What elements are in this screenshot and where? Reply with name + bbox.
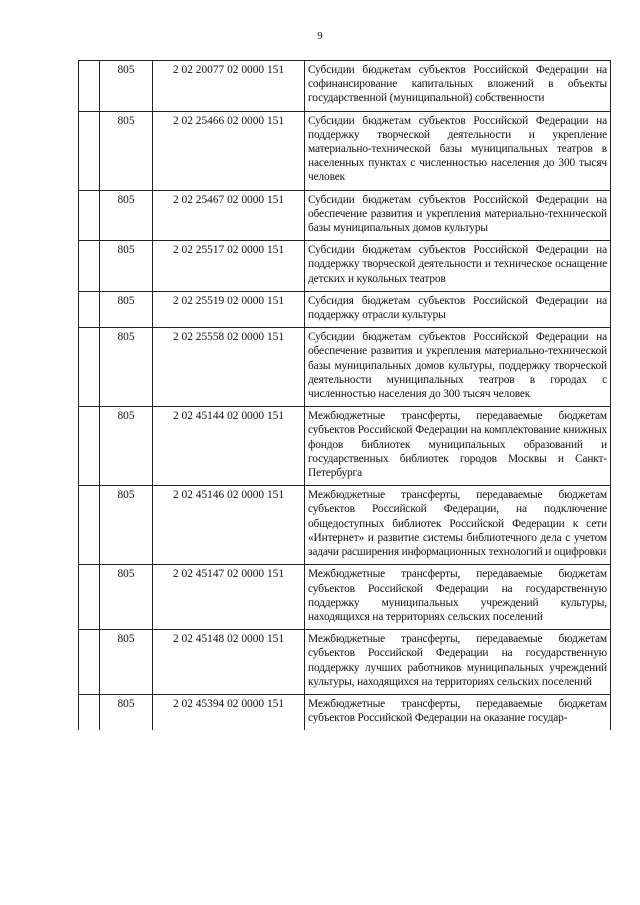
admin-code-cell: 805 [100,61,153,112]
row-marker-cell [79,241,100,292]
income-name-cell: Субсидии бюджетам субъектов Российской Федерации на поддержку творческой деятельности и укрепление материально-технической базы муниципальных театров в населенных пунктах с численностью населения до 300 тысяч человек [305,111,611,190]
budget-code-cell: 2 02 25558 02 0000 151 [153,328,305,407]
budget-code-cell: 2 02 45394 02 0000 151 [153,694,305,730]
admin-code-cell: 805 [100,407,153,486]
row-marker-cell [79,630,100,695]
page-number: 9 [317,30,323,42]
table-row [79,630,611,695]
row-marker-cell [79,694,100,730]
table-row [79,328,611,407]
table-row [79,565,611,630]
table-row [79,291,611,327]
budget-code-cell: 2 02 25517 02 0000 151 [153,241,305,292]
income-name-cell: Межбюджетные трансферты, передаваемые бюджетам субъектов Российской Федерации на государственную поддержку муниципальных учреждений культуры, находящихся на территориях сельских поселений [305,565,611,630]
admin-code-cell: 805 [100,111,153,190]
table-row [79,407,611,486]
budget-classification-table [78,60,611,730]
income-name-cell: Межбюджетные трансферты, передаваемые бюджетам субъектов Российской Федерации на комплектование книжных фондов библиотек муниципальных образований и государственных библиотек городов Москвы и Санкт-Петербурга [305,407,611,486]
row-marker-cell [79,291,100,327]
row-marker-cell [79,486,100,565]
budget-code-cell: 2 02 25467 02 0000 151 [153,190,305,241]
admin-code-cell: 805 [100,241,153,292]
admin-code-cell: 805 [100,486,153,565]
income-name-cell: Межбюджетные трансферты, передаваемые бюджетам субъектов Российской Федерации на государственную поддержку лучших работников муниципальных учреждений культуры, находящихся на территориях сельских поселений [305,630,611,695]
row-marker-cell [79,407,100,486]
row-marker-cell [79,565,100,630]
admin-code-cell: 805 [100,328,153,407]
row-marker-cell [79,328,100,407]
budget-code-cell: 2 02 45148 02 0000 151 [153,630,305,695]
income-name-cell: Субсидии бюджетам субъектов Российской Федерации на софинансирование капитальных вложений в объекты государственной (муниципальной) собственности [305,61,611,112]
admin-code-cell: 805 [100,291,153,327]
table-row [79,190,611,241]
income-name-cell: Субсидии бюджетам субъектов Российской Федерации на поддержку творческой деятельности и техническое оснащение детских и кукольных театров [305,241,611,292]
budget-code-cell: 2 02 45147 02 0000 151 [153,565,305,630]
income-name-cell: Межбюджетные трансферты, передаваемые бюджетам субъектов Российской Федерации на оказание государ- [305,694,611,730]
table-row [79,111,611,190]
budget-code-cell: 2 02 45146 02 0000 151 [153,486,305,565]
row-marker-cell [79,190,100,241]
admin-code-cell: 805 [100,630,153,695]
income-name-cell: Субсидии бюджетам субъектов Российской Федерации на обеспечение развития и укрепления материально-технической базы муниципальных домов культуры, поддержку творческой деятельности муниципальных театров в городах с численностью населения до 300 тысяч человек [305,328,611,407]
table-row [79,486,611,565]
row-marker-cell [79,111,100,190]
table-row [79,241,611,292]
admin-code-cell: 805 [100,190,153,241]
budget-code-cell: 2 02 45144 02 0000 151 [153,407,305,486]
row-marker-cell [79,61,100,112]
budget-code-cell: 2 02 25519 02 0000 151 [153,291,305,327]
income-name-cell: Субсидии бюджетам субъектов Российской Федерации на обеспечение развития и укрепления материально-технической базы муниципальных домов культуры [305,190,611,241]
table-row [79,61,611,112]
budget-code-cell: 2 02 25466 02 0000 151 [153,111,305,190]
admin-code-cell: 805 [100,565,153,630]
income-name-cell: Межбюджетные трансферты, передаваемые бюджетам субъектов Российской Федерации, на подключение общедоступных библиотек Российской Федерации к сети «Интернет» и развитие системы библиотечного дела с учетом задачи расширения информационных технологий и оцифровки [305,486,611,565]
income-name-cell: Субсидия бюджетам субъектов Российской Федерации на поддержку отрасли культуры [305,291,611,327]
admin-code-cell: 805 [100,694,153,730]
table-body [79,61,611,731]
budget-code-cell: 2 02 20077 02 0000 151 [153,61,305,112]
table-row [79,694,611,730]
